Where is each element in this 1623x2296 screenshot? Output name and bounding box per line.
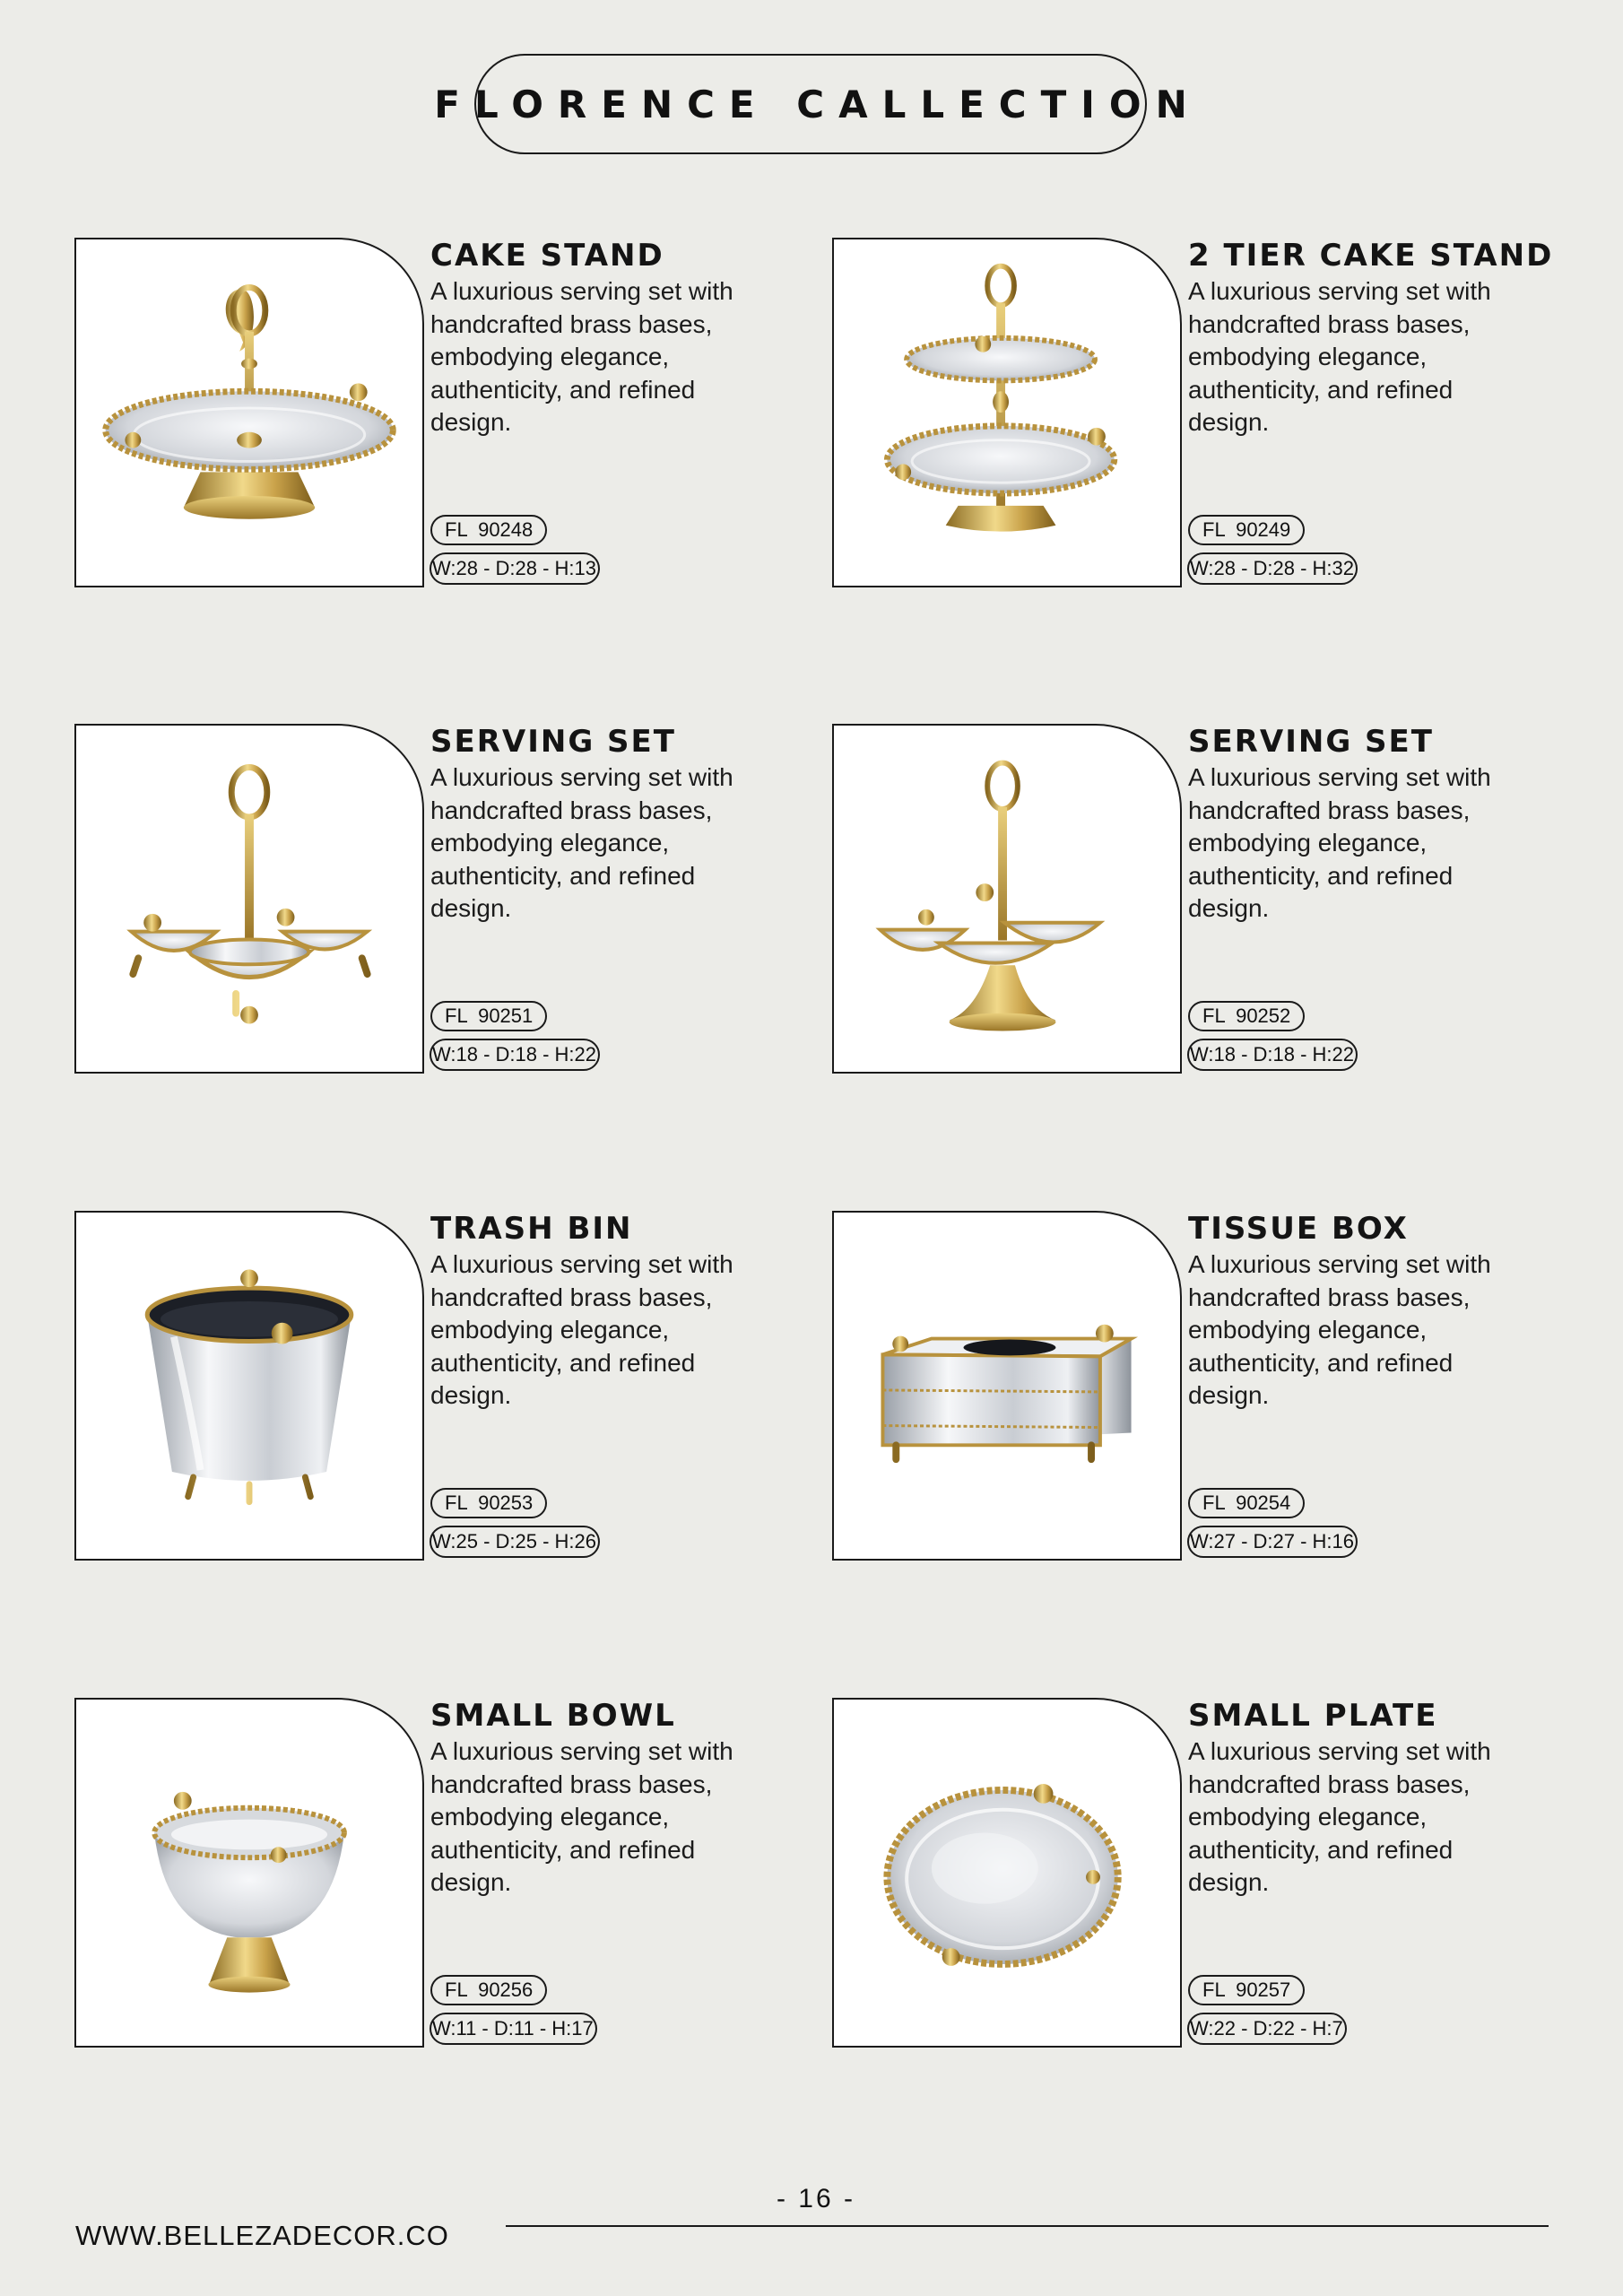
product-code-badge: FL 90257	[1188, 1975, 1305, 2005]
product-name: 2 TIER CAKE STAND	[1188, 238, 1554, 274]
product-card	[74, 238, 810, 587]
product-code-badge: FL 90251	[430, 1001, 547, 1031]
product-description: A luxurious serving set with handcrafted brass bases, embodying elegance, authenticity, and refined design.	[430, 1737, 733, 1896]
product-description: A luxurious serving set with handcrafted brass bases, embodying elegance, authenticity, and refined design.	[1188, 763, 1491, 922]
product-code-badge: FL 90254	[1188, 1488, 1305, 1518]
product-dimensions-badge: W:22 - D:22 - H:7	[1187, 2013, 1347, 2045]
product-dimensions-badge: W:25 - D:25 - H:26	[430, 1526, 600, 1558]
footer-divider	[506, 2225, 1549, 2227]
product-card	[832, 724, 1567, 1074]
product-image-serving-set	[74, 724, 424, 1074]
product-card	[832, 238, 1567, 587]
product-name: TRASH BIN	[430, 1211, 633, 1247]
product-description: A luxurious serving set with handcrafted brass bases, embodying elegance, authenticity, and refined design.	[430, 763, 733, 922]
product-image-small-bowl	[74, 1698, 424, 2048]
website-link[interactable]: WWW.BELLEZADECOR.CO	[75, 2220, 449, 2251]
product-code-badge: FL 90248	[430, 515, 547, 545]
page-number: - 16 -	[776, 2184, 856, 2213]
product-description: A luxurious serving set with handcrafted brass bases, embodying elegance, authenticity, and refined design.	[430, 1250, 733, 1409]
product-image-serving-set	[832, 724, 1182, 1074]
product-card	[74, 1698, 810, 2048]
product-image-small-plate	[832, 1698, 1182, 2048]
product-image-tissue-box	[832, 1211, 1182, 1561]
collection-title: FLORENCE CALLECTION	[474, 54, 1147, 154]
product-code-badge: FL 90253	[430, 1488, 547, 1518]
product-description: A luxurious serving set with handcrafted brass bases, embodying elegance, authenticity, and refined design.	[1188, 1250, 1491, 1409]
product-image-2-tier-cake-stand	[832, 238, 1182, 587]
product-name: SERVING SET	[430, 724, 676, 760]
product-card	[74, 724, 810, 1074]
product-name: CAKE STAND	[430, 238, 664, 274]
product-image-cake-stand	[74, 238, 424, 587]
product-name: SMALL PLATE	[1188, 1698, 1438, 1734]
product-code-badge: FL 90249	[1188, 515, 1305, 545]
product-name: SERVING SET	[1188, 724, 1434, 760]
product-dimensions-badge: W:18 - D:18 - H:22	[430, 1039, 600, 1071]
product-dimensions-badge: W:28 - D:28 - H:32	[1187, 552, 1358, 585]
product-code-badge: FL 90256	[430, 1975, 547, 2005]
product-card	[832, 1211, 1567, 1561]
product-description: A luxurious serving set with handcrafted brass bases, embodying elegance, authenticity, and refined design.	[1188, 277, 1491, 436]
product-card	[832, 1698, 1567, 2048]
product-image-trash-bin	[74, 1211, 424, 1561]
product-description: A luxurious serving set with handcrafted brass bases, embodying elegance, authenticity, and refined design.	[430, 277, 733, 436]
product-description: A luxurious serving set with handcrafted brass bases, embodying elegance, authenticity, and refined design.	[1188, 1737, 1491, 1896]
product-card	[74, 1211, 810, 1561]
product-name: SMALL BOWL	[430, 1698, 676, 1734]
product-dimensions-badge: W:28 - D:28 - H:13	[430, 552, 600, 585]
product-dimensions-badge: W:27 - D:27 - H:16	[1187, 1526, 1358, 1558]
product-code-badge: FL 90252	[1188, 1001, 1305, 1031]
product-dimensions-badge: W:11 - D:11 - H:17	[430, 2013, 597, 2045]
product-name: TISSUE BOX	[1188, 1211, 1409, 1247]
product-dimensions-badge: W:18 - D:18 - H:22	[1187, 1039, 1358, 1071]
